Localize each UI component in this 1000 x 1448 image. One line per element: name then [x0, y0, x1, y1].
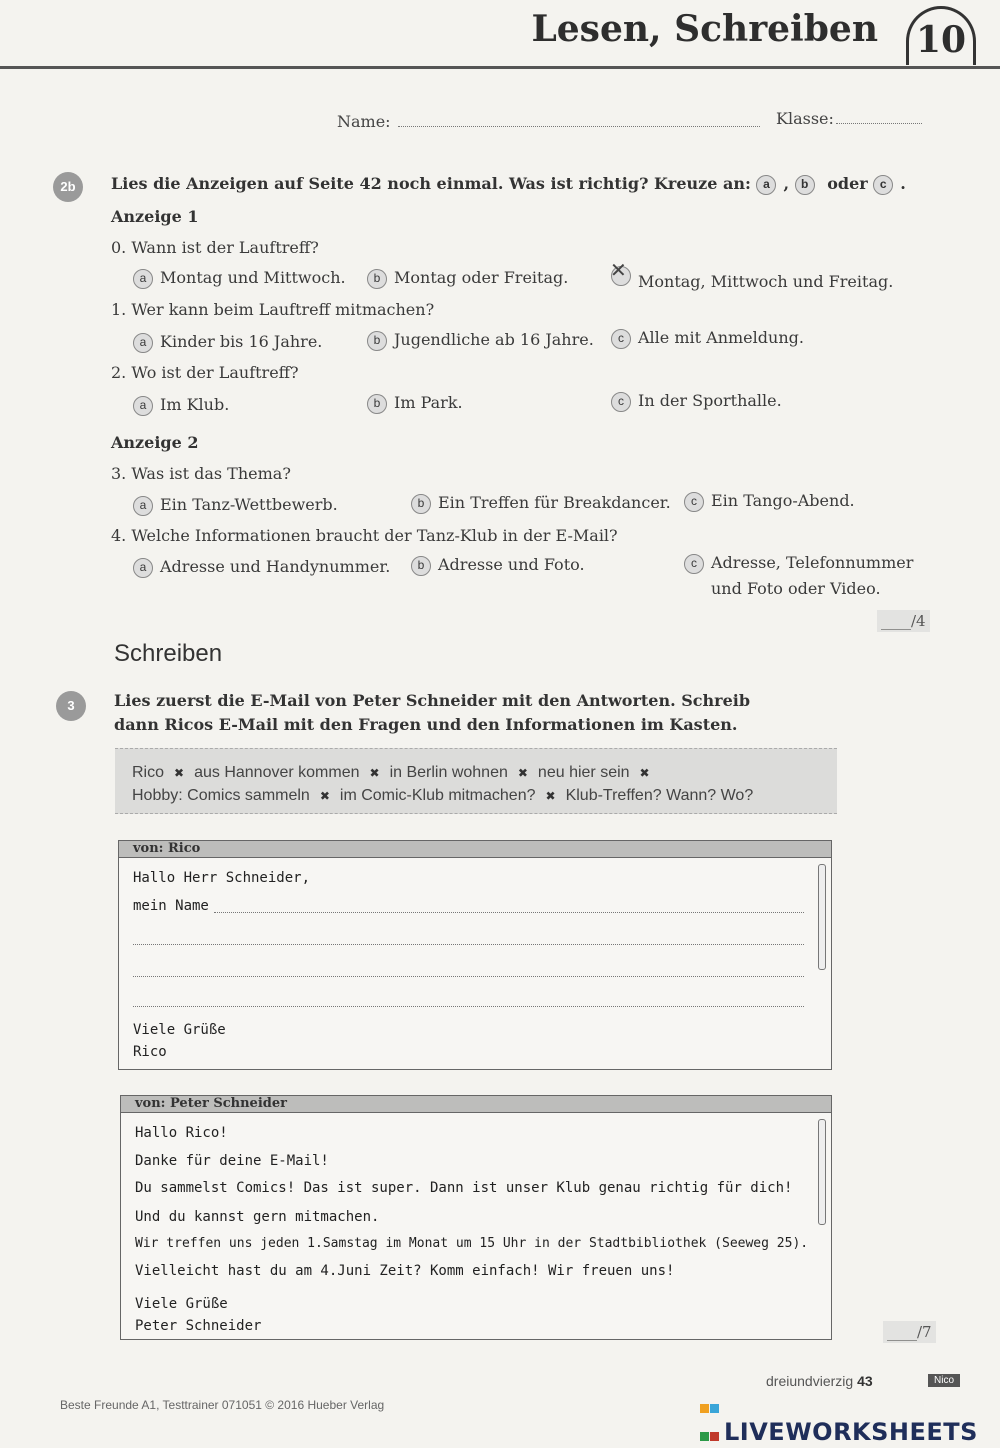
crossed-letter-c-icon [611, 266, 631, 286]
publisher-note: Beste Freunde A1, Testtrainer 071051 © 2016 Hueber Verlag [60, 1398, 385, 1412]
question-2: 2. Wo ist der Lauftreff? [111, 363, 299, 382]
option-text: Montag oder Freitag. [394, 268, 569, 287]
email-line: Danke für deine E-Mail! [135, 1153, 329, 1169]
info-item: Hobby: Comics sammeln [132, 787, 310, 804]
letter-c-icon: c [611, 392, 631, 412]
option-text: Adresse und Foto. [438, 555, 585, 574]
cross-separator-icon: ✖ [545, 789, 556, 803]
email-signature: Rico [133, 1044, 167, 1060]
ad2-title: Anzeige 2 [111, 433, 199, 452]
cross-separator-icon: ✖ [517, 766, 528, 780]
question-1: 1. Wer kann beim Lauftreff mitmachen? [111, 300, 435, 319]
name-field[interactable] [398, 112, 760, 127]
name-label: Name: [337, 112, 391, 131]
q3-option-b[interactable] [411, 493, 671, 514]
info-item: aus Hannover kommen [194, 764, 360, 781]
option-text: Montag, Mittwoch und Freitag. [638, 272, 894, 291]
email-signature: Peter Schneider [135, 1318, 262, 1334]
scrollbar[interactable] [818, 864, 826, 970]
email-line: Wir treffen uns jeden 1.Samstag im Monat um 15 Uhr in der Stadtbibliothek (Seeweg 25). [135, 1236, 809, 1251]
letter-b: b [795, 175, 815, 195]
email-greeting: Hallo Herr Schneider, [133, 870, 311, 886]
brand-logo[interactable] [700, 1392, 978, 1446]
letter-b-icon: b [411, 494, 431, 514]
letter-b-icon: b [367, 331, 387, 351]
letter-a-icon: a [133, 496, 153, 516]
option-text: Ein Tango-Abend. [711, 491, 855, 510]
page-title: Lesen, Schreiben [531, 8, 878, 50]
question-4: 4. Welche Informationen braucht der Tanz-Klub in der E-Mail? [111, 526, 618, 545]
option-text: In der Sporthalle. [638, 391, 782, 410]
grid-logo-icon [700, 1392, 720, 1412]
info-row-2 [132, 787, 753, 805]
option-text: Im Klub. [160, 395, 230, 414]
option-text: Kinder bis 16 Jahre. [160, 332, 323, 351]
email-closing: Viele Grüße [135, 1296, 228, 1312]
letter-b-icon: b [411, 556, 431, 576]
header-rule [0, 66, 1000, 69]
letter-c: c [873, 175, 893, 195]
email-header: von: Peter Schneider [121, 1096, 831, 1113]
page-word: dreiundvierzig [766, 1373, 854, 1389]
question-3: 3. Was ist das Thema? [111, 464, 291, 483]
cross-separator-icon: ✖ [319, 789, 330, 803]
letter-a-icon: a [133, 333, 153, 353]
q0-option-b[interactable] [367, 268, 568, 289]
option-text: Montag und Mittwoch. [160, 268, 346, 287]
answer-line[interactable] [133, 976, 804, 977]
q4-option-c[interactable] [684, 553, 913, 574]
info-item: neu hier sein [537, 764, 630, 781]
tag-label: Nico [928, 1374, 960, 1387]
answer-line[interactable] [133, 1006, 804, 1007]
instruction-or: oder [827, 174, 868, 193]
answer-line[interactable] [133, 944, 804, 945]
question-0: 0. Wann ist der Lauftreff? [111, 238, 319, 257]
email-peter [120, 1095, 832, 1340]
q0-option-c[interactable] [611, 266, 893, 291]
option-text: Ein Tanz-Wettbewerb. [160, 495, 338, 514]
task-number-2b: 2b [53, 172, 83, 202]
letter-a-icon: a [133, 269, 153, 289]
letter-a-icon: a [133, 558, 153, 578]
email-line: Du sammelst Comics! Das ist super. Dann ist unser Klub genau richtig für dich! [135, 1180, 793, 1196]
q1-option-c[interactable] [611, 328, 804, 349]
class-field[interactable] [836, 109, 922, 124]
q2-option-a[interactable] [133, 395, 229, 416]
page-number [766, 1373, 873, 1389]
task-2b-instruction: Lies die Anzeigen auf Seite 42 noch einmal. Was ist richtig? Kreuze an: a , b oder c . [111, 174, 906, 193]
q1-option-a[interactable] [133, 332, 322, 353]
q4-option-a[interactable] [133, 557, 390, 578]
q3-option-a[interactable] [133, 495, 338, 516]
email-header: von: Rico [119, 841, 831, 858]
q0-option-a[interactable] [133, 268, 346, 289]
class-label: Klasse: [776, 109, 834, 128]
score-3: ____/7 [883, 1321, 936, 1343]
letter-c-icon: c [684, 492, 704, 512]
option-text: Ein Treffen für Breakdancer. [438, 493, 671, 512]
q4-option-b[interactable] [411, 555, 585, 576]
email-line: Hallo Rico! [135, 1125, 228, 1141]
cross-separator-icon: ✖ [639, 766, 650, 780]
option-text: Im Park. [394, 393, 463, 412]
page-digits: 43 [857, 1373, 873, 1389]
letter-c-icon: c [611, 329, 631, 349]
task-3-instruction-line2: dann Ricos E-Mail mit den Fragen und den Informationen im Kasten. [114, 715, 738, 734]
instruction-text: Lies die Anzeigen auf Seite 42 noch einmal. Was ist richtig? Kreuze an: [111, 174, 751, 193]
option-text: Adresse, Telefonnummer [711, 553, 914, 572]
task-number-3: 3 [56, 691, 86, 721]
option-text: Adresse und Handynummer. [160, 557, 391, 576]
task-3-instruction-line1: Lies zuerst die E-Mail von Peter Schneider mit den Antworten. Schreib [114, 691, 751, 710]
letter-b-icon: b [367, 394, 387, 414]
info-item: Klub-Treffen? Wann? Wo? [565, 787, 754, 804]
ad1-title: Anzeige 1 [111, 207, 199, 226]
cross-separator-icon: ✖ [174, 766, 185, 780]
q2-option-c[interactable] [611, 391, 782, 412]
cross-separator-icon: ✖ [369, 766, 380, 780]
email-line-prefix: mein Name [133, 898, 209, 914]
letter-a-icon: a [133, 396, 153, 416]
answer-line[interactable] [214, 912, 804, 913]
chapter-badge: 10 [906, 6, 976, 65]
brand-name: LIVEWORKSHEETS [724, 1418, 978, 1446]
email-line: Vielleicht hast du am 4.Juni Zeit? Komm einfach! Wir freuen uns! [135, 1263, 675, 1279]
q3-option-c[interactable] [684, 491, 855, 512]
q1-option-b[interactable] [367, 330, 594, 351]
section-title: Schreiben [114, 640, 223, 667]
info-row-1 [132, 764, 660, 782]
email-line: Und du kannst gern mitmachen. [135, 1209, 380, 1225]
q4-option-c-line2: und Foto oder Video. [711, 579, 881, 598]
email-closing: Viele Grüße [133, 1022, 226, 1038]
info-item: im Comic-Klub mitmachen? [339, 787, 536, 804]
q2-option-b[interactable] [367, 393, 463, 414]
letter-a: a [756, 175, 776, 195]
info-item: in Berlin wohnen [389, 764, 508, 781]
letter-c-icon: c [684, 554, 704, 574]
info-box [115, 748, 837, 814]
letter-b-icon: b [367, 269, 387, 289]
score-2b: ____/4 [877, 610, 930, 632]
option-text: Alle mit Anmeldung. [638, 328, 804, 347]
scrollbar[interactable] [818, 1119, 826, 1225]
info-item: Rico [132, 764, 165, 781]
option-text: Jugendliche ab 16 Jahre. [394, 330, 594, 349]
email-rico [118, 840, 832, 1070]
